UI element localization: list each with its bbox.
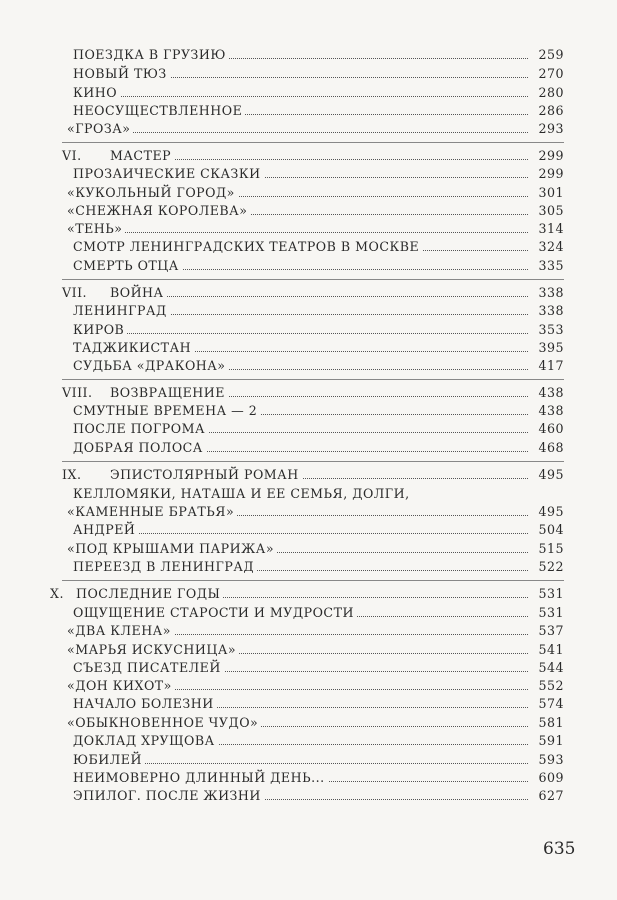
toc-section-heading[interactable] — [62, 146, 564, 165]
toc-entry[interactable] — [62, 484, 564, 503]
toc-entry[interactable] — [62, 356, 564, 375]
toc-entry-page: 280 — [528, 83, 564, 102]
toc-entry[interactable] — [62, 338, 564, 357]
toc-entry-title: ЭПИЛОГ. ПОСЛЕ ЖИЗНИ — [73, 788, 261, 803]
toc-entry-title: СМЕРТЬ ОТЦА — [73, 258, 179, 273]
toc-entry-page: 591 — [528, 731, 564, 750]
toc-entry-page: 353 — [528, 320, 564, 339]
toc-entry[interactable] — [62, 603, 564, 622]
toc-entry-title: СУДЬБА «ДРАКОНА» — [73, 358, 226, 373]
toc-entry[interactable] — [62, 301, 564, 320]
toc-entry[interactable] — [62, 219, 564, 238]
toc-entry[interactable] — [62, 694, 564, 713]
toc-entry-page: 335 — [528, 256, 564, 275]
toc-entry-page: 338 — [528, 301, 564, 320]
toc-section-heading[interactable] — [62, 283, 564, 302]
toc-entry-title: ЛЕНИНГРАД — [73, 303, 167, 318]
toc-entry-title: ПЕРЕЕЗД В ЛЕНИНГРАД — [73, 559, 255, 574]
toc-entry-title: ПРОЗАИЧЕСКИЕ СКАЗКИ — [73, 166, 261, 181]
toc-entry-title: ДОБРАЯ ПОЛОСА — [73, 440, 203, 455]
toc-entry[interactable] — [62, 676, 564, 695]
toc-entry-title: «КУКОЛЬНЫЙ ГОРОД» — [67, 185, 235, 200]
toc-entry-page: 574 — [528, 694, 564, 713]
toc-entry[interactable] — [62, 658, 564, 677]
toc-entry-title: НЕОСУЩЕСТВЛЕННОЕ — [73, 103, 243, 118]
toc-entry[interactable] — [62, 621, 564, 640]
toc-entry-page: 531 — [528, 603, 564, 622]
page-number: 635 — [543, 839, 576, 859]
toc-entry[interactable] — [62, 64, 564, 83]
toc-entry-page: 305 — [528, 201, 564, 220]
section-number: X. — [50, 586, 64, 601]
toc-entry-page: 593 — [528, 750, 564, 769]
toc-entry-title: НЕИМОВЕРНО ДЛИННЫЙ ДЕНЬ... — [73, 770, 325, 785]
toc-entry-title: «ДОН КИХОТ» — [67, 678, 172, 693]
toc-entry[interactable] — [62, 520, 564, 539]
toc-entry-title: ЮБИЛЕЙ — [73, 752, 142, 767]
toc-entry-page: 495 — [528, 502, 564, 521]
toc-entry[interactable] — [62, 320, 564, 339]
toc-entry-title: «КАМЕННЫЕ БРАТЬЯ» — [67, 504, 235, 519]
section-number: IX. — [62, 467, 82, 482]
toc-entry[interactable] — [62, 768, 564, 787]
section-divider — [62, 379, 564, 380]
section-number: VIII. — [62, 385, 93, 400]
section-page: 531 — [528, 584, 564, 603]
toc-entry[interactable] — [62, 201, 564, 220]
toc-entry-title: «ДВА КЛЕНА» — [67, 623, 171, 638]
toc-entry-title: «МАРЬЯ ИСКУСНИЦА» — [67, 642, 237, 657]
toc-entry-page: 270 — [528, 64, 564, 83]
toc-entry[interactable] — [62, 539, 564, 558]
toc-entry-title: НОВЫЙ ТЮЗ — [73, 66, 167, 81]
section-page: 438 — [528, 383, 564, 402]
section-number: VI. — [62, 148, 82, 163]
toc-entry-page: 515 — [528, 539, 564, 558]
section-number: VII. — [62, 285, 88, 300]
toc-entry-page: 299 — [528, 164, 564, 183]
toc-section-heading[interactable] — [50, 584, 564, 603]
section-page: 338 — [528, 283, 564, 302]
toc-entry-page: 301 — [528, 183, 564, 202]
toc-entry-page: 541 — [528, 640, 564, 659]
toc-entry-title: ПОСЛЕ ПОГРОМА — [73, 421, 206, 436]
toc-entry-page: 314 — [528, 219, 564, 238]
toc-section-heading[interactable] — [62, 383, 564, 402]
toc-entry[interactable] — [62, 731, 564, 750]
toc-entry-page: 522 — [528, 557, 564, 576]
toc-entry[interactable] — [62, 419, 564, 438]
toc-entry[interactable] — [62, 45, 564, 64]
section-divider — [62, 142, 564, 143]
toc-entry-page: 395 — [528, 338, 564, 357]
toc-entry-page: 552 — [528, 676, 564, 695]
toc-entry-page: 293 — [528, 119, 564, 138]
toc-entry[interactable] — [62, 713, 564, 732]
toc-entry-page: 504 — [528, 520, 564, 539]
toc-entry-title: СМУТНЫЕ ВРЕМЕНА — 2 — [73, 403, 258, 418]
toc-entry-title: «ГРОЗА» — [67, 121, 131, 136]
toc-entry-title: СМОТР ЛЕНИНГРАДСКИХ ТЕАТРОВ В МОСКВЕ — [73, 239, 420, 254]
toc-entry-title: «ПОД КРЫШАМИ ПАРИЖА» — [67, 541, 275, 556]
toc-entry-page: 324 — [528, 237, 564, 256]
toc-entry-title: ДОКЛАД ХРУЩОВА — [73, 733, 215, 748]
toc-entry-page: 581 — [528, 713, 564, 732]
toc-entry-title: КИНО — [73, 85, 118, 100]
toc-entry[interactable] — [62, 502, 564, 521]
section-divider — [62, 461, 564, 462]
toc-entry[interactable] — [62, 401, 564, 420]
toc-entry[interactable] — [62, 557, 564, 576]
toc-entry-title: ПОЕЗДКА В ГРУЗИЮ — [73, 47, 226, 62]
toc-entry-page: 286 — [528, 101, 564, 120]
toc-entry-page: 460 — [528, 419, 564, 438]
toc-entry-title: АНДРЕЙ — [73, 522, 136, 537]
section-title: ЭПИСТОЛЯРНЫЙ РОМАН — [110, 467, 299, 482]
toc-entry[interactable] — [62, 237, 564, 256]
toc-entry[interactable] — [62, 640, 564, 659]
toc-entry-page: 259 — [528, 45, 564, 64]
toc-entry-page: 468 — [528, 438, 564, 457]
section-divider — [62, 279, 564, 280]
section-title: ВОЙНА — [110, 285, 164, 300]
toc-entry[interactable] — [62, 119, 564, 138]
toc-entry-page: 627 — [528, 786, 564, 805]
toc-section-heading[interactable] — [62, 465, 564, 484]
toc-entry-title: КИРОВ — [73, 322, 125, 337]
toc-entry[interactable] — [62, 183, 564, 202]
toc-entry-title: НАЧАЛО БОЛЕЗНИ — [73, 696, 214, 711]
section-page: 495 — [528, 465, 564, 484]
toc-entry[interactable] — [62, 164, 564, 183]
section-title: ВОЗВРАЩЕНИЕ — [110, 385, 225, 400]
section-title: МАСТЕР — [110, 148, 172, 163]
toc-entry-page: 438 — [528, 401, 564, 420]
toc-entry[interactable] — [62, 256, 564, 275]
toc-entry-title: «СНЕЖНАЯ КОРОЛЕВА» — [67, 203, 248, 218]
toc-entry-page: 537 — [528, 621, 564, 640]
toc-entry-page: 544 — [528, 658, 564, 677]
toc-entry-title: «ОБЫКНОВЕННОЕ ЧУДО» — [67, 715, 259, 730]
section-page: 299 — [528, 146, 564, 165]
section-divider — [62, 580, 564, 581]
toc-entry[interactable] — [62, 786, 564, 805]
section-title: ПОСЛЕДНИЕ ГОДЫ — [76, 586, 221, 601]
toc-entry-page: 609 — [528, 768, 564, 787]
toc-entry-title: ОЩУЩЕНИЕ СТАРОСТИ И МУДРОСТИ — [73, 605, 354, 620]
toc-entry[interactable] — [62, 101, 564, 120]
toc-entry-title: КЕЛЛОМЯКИ, НАТАША И ЕЕ СЕМЬЯ, ДОЛГИ, — [73, 486, 410, 501]
toc-entry-title: СЪЕЗД ПИСАТЕЛЕЙ — [73, 660, 221, 675]
toc-entry-page: 417 — [528, 356, 564, 375]
toc-entry[interactable] — [62, 750, 564, 769]
toc-entry-title: «ТЕНЬ» — [67, 221, 123, 236]
toc-entry[interactable] — [62, 438, 564, 457]
toc-entry[interactable] — [62, 83, 564, 102]
toc-entry-title: ТАДЖИКИСТАН — [73, 340, 192, 355]
